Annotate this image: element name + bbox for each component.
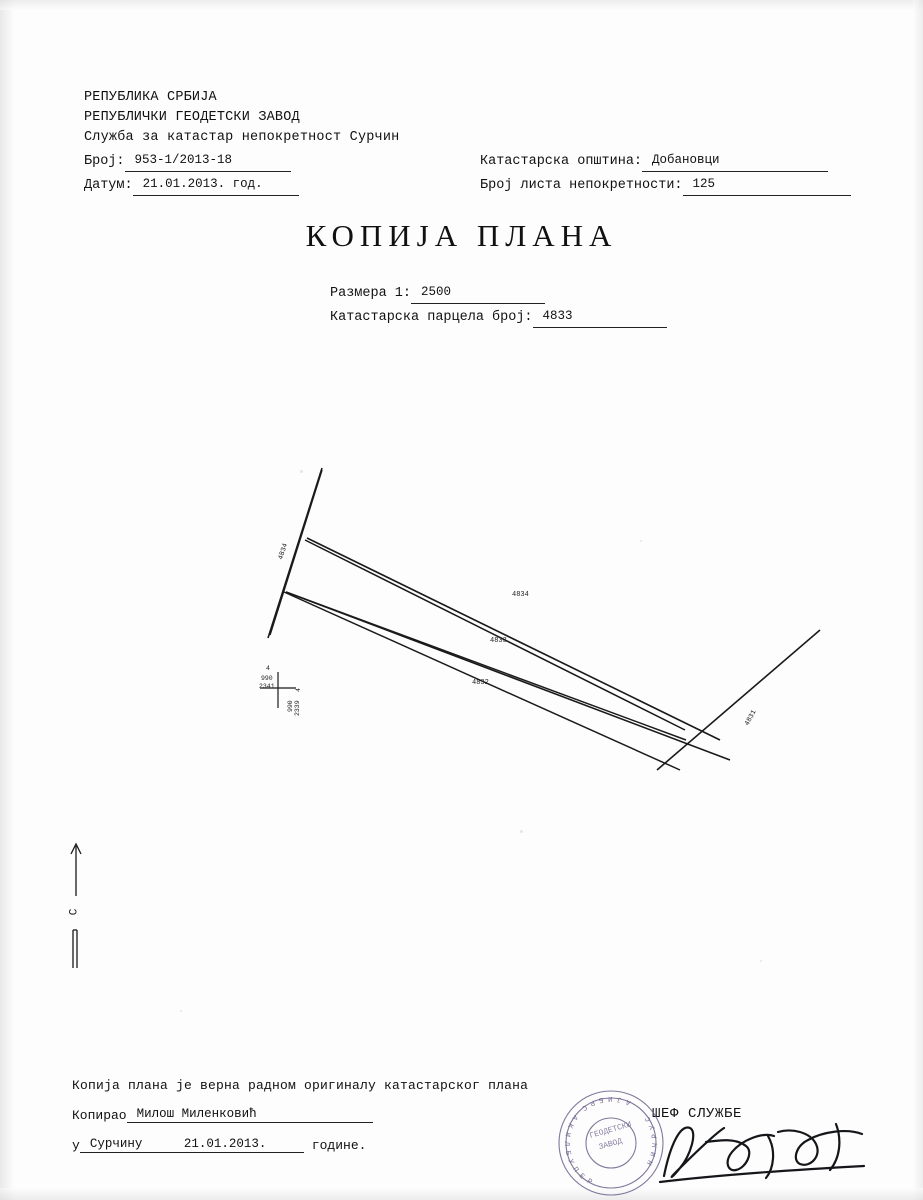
tick-label: 2339 [294,700,301,716]
north-letter: С [68,908,81,916]
strip-bottom [286,592,686,740]
field-broj [84,150,504,172]
tick-label: 4 [266,665,270,672]
stamp-text-top: И [562,1131,572,1138]
header-office-line: Служба за катастар непокретност Сурчин [84,130,400,145]
scan-edge-right [913,0,923,1200]
field-parcela [330,306,667,328]
stamp-text-top: Б [598,1094,604,1104]
parcel-label: 4834 [277,542,291,561]
boundary-line-c [660,630,850,685]
stamp-text-top: С [579,1102,589,1112]
stamp-text-top: П [570,1165,580,1175]
signature [650,1106,880,1198]
parcel-label: 4832 [472,679,489,687]
field-razmera-label: Размера 1: [330,286,412,301]
header-authority-line: РЕПУБЛИЧКИ ГЕОДЕТСКИ ЗАВОД [84,110,300,125]
field-list [480,174,860,196]
header-right-block [480,148,860,196]
field-parcela-label: Катастарска парцела број: [330,310,533,325]
stamp-text-top: А [569,1112,579,1122]
stamp-text-bottom: С [644,1114,654,1123]
cadastral-map [60,440,870,1040]
field-parcela-value: 4833 [533,306,667,328]
field-datum [84,174,504,196]
field-opstina-value: Добановци [642,150,828,172]
cadastral-map-svg [60,440,870,1040]
footer-statement: Копија плана је верна радном оригиналу катастарског плана [72,1078,529,1093]
footer-datum2-value: 21.01.2013. [174,1137,304,1153]
stamp-text-top: У [565,1158,575,1166]
stamp-text-top: Р [585,1177,594,1187]
footer-godine-label: године. [311,1138,367,1153]
footer-u-label: у [72,1138,80,1153]
boundary-right-diagonal [657,630,820,770]
north-arrow [62,838,102,968]
stamp-mid-text-1: ГЕОДЕТСКИ [588,1120,633,1141]
signature-underline [660,1166,864,1182]
stamp-text-bottom: Ч [651,1142,661,1149]
field-opstina-label: Катастарска општина: [480,154,643,169]
tick-label: 990 [261,675,273,682]
parcel-label: 4831 [743,708,759,728]
parcel-boundary-top [305,540,685,730]
field-list-label: Број листа непокретности: [480,178,683,193]
field-opstina [480,150,860,172]
stamp-text-top: К [564,1121,575,1130]
chief-label: ШЕФ СЛУЖБЕ [652,1106,743,1122]
stamp-mid-text-2: ЗАВОД [597,1136,624,1153]
field-list-value: 125 [683,174,851,196]
scan-edge-left [0,0,14,1200]
tick-label: 990 [287,700,294,712]
stamp-text-bottom: У [648,1123,658,1131]
scale-block [330,280,667,328]
footer-mesto-value: Сурчину [80,1137,174,1153]
field-broj-value: 953-1/2013-18 [125,150,291,172]
tick-label: 2341 [259,683,275,690]
stamp-text-top: Ј [616,1094,623,1104]
signature-stroke-2 [706,1135,774,1170]
signature-stroke-1 [664,1128,724,1177]
stamp-text-top: Е [576,1172,586,1182]
field-razmera-value: 2500 [411,282,545,304]
north-arrow-svg [62,838,102,968]
stamp-text-top: Б [562,1150,572,1156]
boundary-left-edge [268,468,322,638]
header-block [84,88,504,196]
footer-kopirao-label: Копирао [72,1108,127,1123]
stamp-text-top: И [607,1093,613,1103]
parcel-label: 4833 [490,637,507,645]
stamp-text-top: Р [588,1097,596,1107]
parcel-boundary-bottom-hidden [274,636,678,738]
field-datum-label: Датум: [84,178,133,193]
parcel-boundary-mid-lower [273,632,670,745]
page-title: КОПИЈА ПЛАНА [305,218,618,253]
signature-stroke-4 [778,1131,862,1165]
boundary-line-a [307,538,720,740]
signature-svg [650,1106,880,1198]
header-republic-line: РЕПУБЛИКА СРБИЈА [84,90,217,105]
stamp-text-bottom: Н [646,1159,656,1168]
footer-kopirao-value: Милош Миленковић [127,1107,373,1123]
field-razmera [330,282,667,304]
field-broj-label: Број: [84,154,125,169]
stamp-text-bottom: И [649,1151,659,1159]
stamp-text-bottom: Р [651,1133,660,1139]
scan-edge-top [0,0,923,10]
field-datum-value: 21.01.2013. год. [133,174,299,196]
stamp-text-top: А [624,1096,633,1107]
parcel-label: 4834 [512,591,529,599]
tick-label: 4 [295,688,302,692]
stamp-text-top: Л [561,1141,571,1147]
